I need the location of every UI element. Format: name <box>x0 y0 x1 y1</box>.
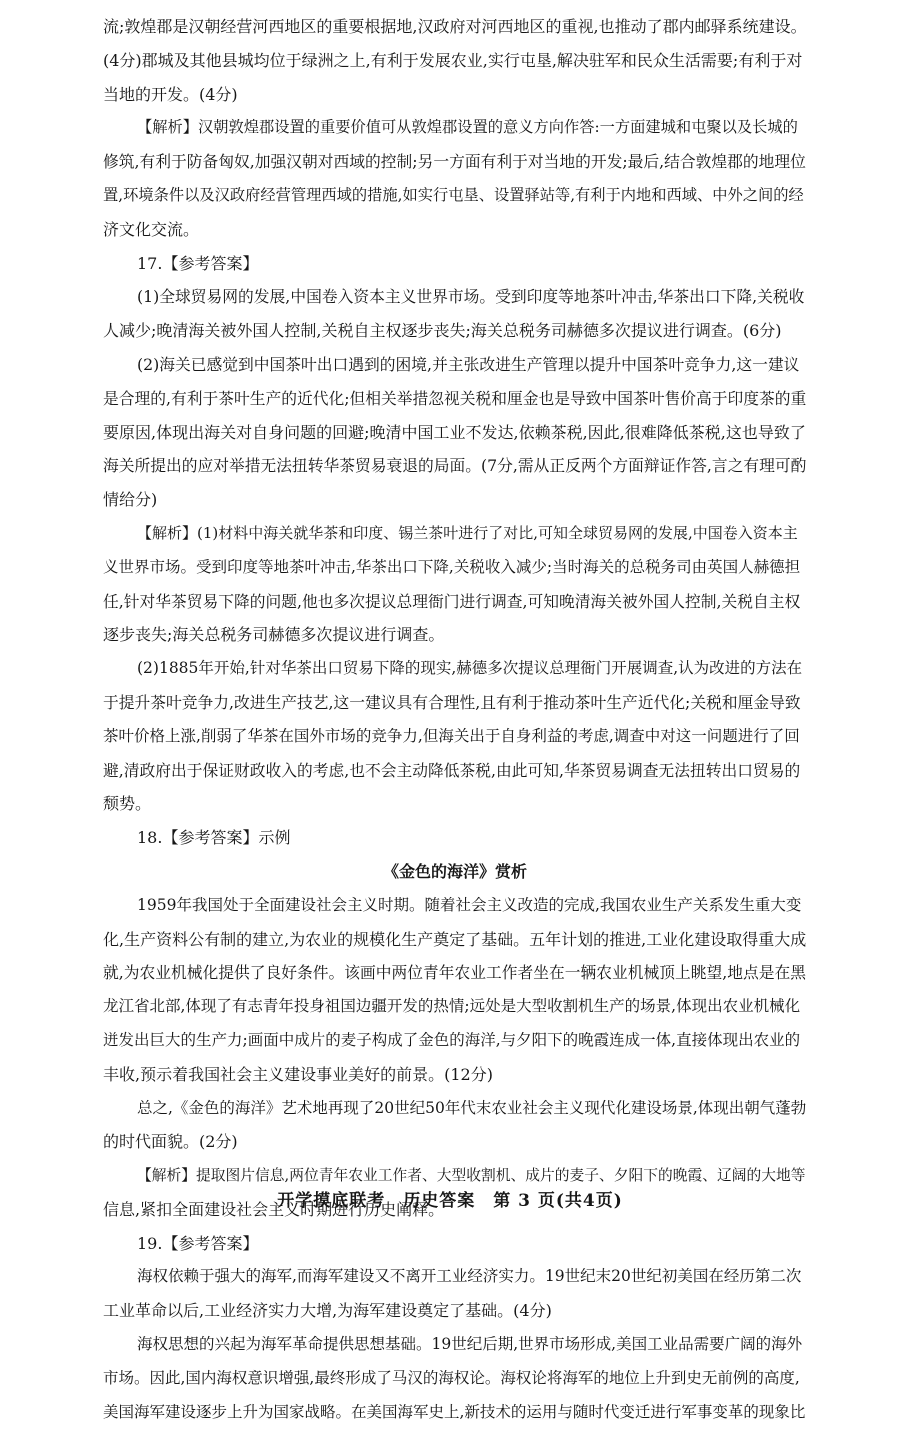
text-line: 信息,紧扣全面建设社会主义时期进行历史阐释。 <box>103 1199 445 1219</box>
text-line: 流;敦煌郡是汉朝经营河西地区的重要根据地,汉政府对河西地区的重视,也推动了郡内邮驿系统建设。 <box>103 17 807 36</box>
text-line: 化,生产资料公有制的建立,为农业的规模化生产奠定了基础。五年计划的推进,工业化建设取得重大成 <box>103 929 807 949</box>
text-line: 【解析】汉朝敦煌郡设置的重要价值可从敦煌郡设置的意义方向作答:一方面建城和屯聚以及长城的 <box>137 118 798 137</box>
text-line: 颓势。 <box>103 794 152 814</box>
text-line: 当地的开发。(4分) <box>103 84 238 104</box>
text-line: (1)全球贸易网的发展,中国卷入资本主义世界市场。受到印度等地茶叶冲击,华茶出口下降,关税收 <box>137 287 805 307</box>
text-line: 是合理的,有利于茶叶生产的近代化;但相关举措忽视关税和厘金也是导致中国茶叶售价高于印度茶的重 <box>103 388 807 408</box>
text-line: 18.【参考答案】示例 <box>137 828 291 848</box>
text-line: 美国海军建设逐步上升为国家战略。在美国海军史上,新技术的运用与随时代变迁进行军事变革的现象比 <box>103 1402 806 1421</box>
text-line: (2)1885年开始,针对华茶出口贸易下降的现实,赫德多次提议总理衙门开展调查,认为改进的方法在 <box>137 659 803 678</box>
text-line: 丰收,预示着我国社会主义建设事业美好的前景。(12分) <box>103 1064 493 1084</box>
text-line: 情给分) <box>103 490 158 510</box>
text-line: 避,清政府出于保证财政收入的考虑,也不会主动降低茶税,由此可知,华茶贸易调查无法扭转出口贸易的 <box>103 760 801 780</box>
text-line: 龙江省北部,体现了有志青年投身祖国边疆开发的热情;远处是大型收割机生产的场景,体现出农业机械化 <box>103 997 801 1016</box>
text-line: 海权依赖于强大的海军,而海军建设又不离开工业经济实力。19世纪末20世纪初美国在经历第二次 <box>137 1267 802 1286</box>
text-line: 19.【参考答案】 <box>137 1233 259 1253</box>
text-line: 市场。因此,国内海权意识增强,最终形成了马汉的海权论。海权论将海军的地位上升到史无前例的高度, <box>103 1368 800 1387</box>
text-line: 逐步丧失;海关总税务司赫德多次提议进行调查。 <box>103 625 445 645</box>
text-line: 义世界市场。受到印度等地茶叶冲击,华茶出口下降,关税收入减少;当时海关的总税务司由英国人赫德担 <box>103 557 801 576</box>
text-line: 海关所提出的应对举措无法扭转华茶贸易衰退的局面。(7分,需从正反两个方面辩证作答,言之有理可酌 <box>103 456 807 476</box>
section-title: 《金色的海洋》赏析 <box>382 861 527 881</box>
text-line: 置,环境条件以及汉政府经营管理西域的措施,如实行屯垦、设置驿站等,有利于内地和西域、中外之间的经 <box>103 185 804 204</box>
text-line: 修筑,有利于防备匈奴,加强汉朝对西域的控制;另一方面有利于对当地的开发;最后,结合敦煌郡的地理位 <box>103 152 806 172</box>
text-line: 就,为农业机械化提供了良好条件。该画中两位青年农业工作者坐在一辆农业机械顶上眺望,地点是在黑 <box>103 963 807 983</box>
text-line: 1959年我国处于全面建设社会主义时期。随着社会主义改造的完成,我国农业生产关系发生重大变 <box>137 895 802 914</box>
text-line: 海权思想的兴起为海军革命提供思想基础。19世纪后期,世界市场形成,美国工业品需要广阔的海外 <box>137 1335 803 1354</box>
text-line: 的时代面貌。(2分) <box>103 1132 238 1152</box>
text-line: 济文化交流。 <box>103 219 200 239</box>
text-line: 总之,《金色的海洋》艺术地再现了20世纪50年代末农业社会主义现代化建设场景,体现出朝气蓬勃 <box>137 1098 807 1117</box>
text-line: 人减少;晚清海关被外国人控制,关税自主权逐步丧失;海关总税务司赫德多次提议进行调查。(6分) <box>103 321 782 341</box>
text-line: 任,针对华茶贸易下降的问题,他也多次提议总理衙门进行调查,可知晚清海关被外国人控制,关税自主权 <box>103 591 801 611</box>
text-line: 【解析】提取图片信息,两位青年农业工作者、大型收割机、成片的麦子、夕阳下的晚霞、辽阔的大地等 <box>137 1167 806 1185</box>
page-footer: 开学摸底联考 历史答案 第 3 页(共4页) <box>277 1191 623 1211</box>
text-line: 于提升茶叶竞争力,改进生产技艺,这一建议具有合理性,且有利于推动茶叶生产近代化;关税和厘金导致 <box>103 692 801 712</box>
text-line: (4分)郡城及其他县城均位于绿洲之上,有利于发展农业,实行屯垦,解决驻军和民众生活需要;有利于对 <box>103 50 803 70</box>
text-line: 迸发出巨大的生产力;画面中成片的麦子构成了金色的海洋,与夕阳下的晚霞连成一体,直接体现出农业的 <box>103 1030 801 1049</box>
text-line: 工业革命以后,工业经济实力大增,为海军建设奠定了基础。(4分) <box>103 1301 552 1321</box>
text-line: (2)海关已感觉到中国茶叶出口遇到的困境,并主张改进生产管理以提升中国茶叶竞争力,这一建议 <box>137 354 800 374</box>
text-line: 【解析】(1)材料中海关就华茶和印度、锡兰茶叶进行了对比,可知全球贸易网的发展,中国卷入资本主 <box>137 523 798 542</box>
text-line: 要原因,体现出海关对自身问题的回避;晚清中国工业不发达,依赖茶税,因此,很难降低茶税,这也导致了 <box>103 422 806 442</box>
text-line: 茶叶价格上涨,削弱了华茶在国外市场的竞争力,但海关出于自身利益的考虑,调查中对这一问题进行了回 <box>103 726 800 745</box>
text-line: 17.【参考答案】 <box>137 253 259 273</box>
